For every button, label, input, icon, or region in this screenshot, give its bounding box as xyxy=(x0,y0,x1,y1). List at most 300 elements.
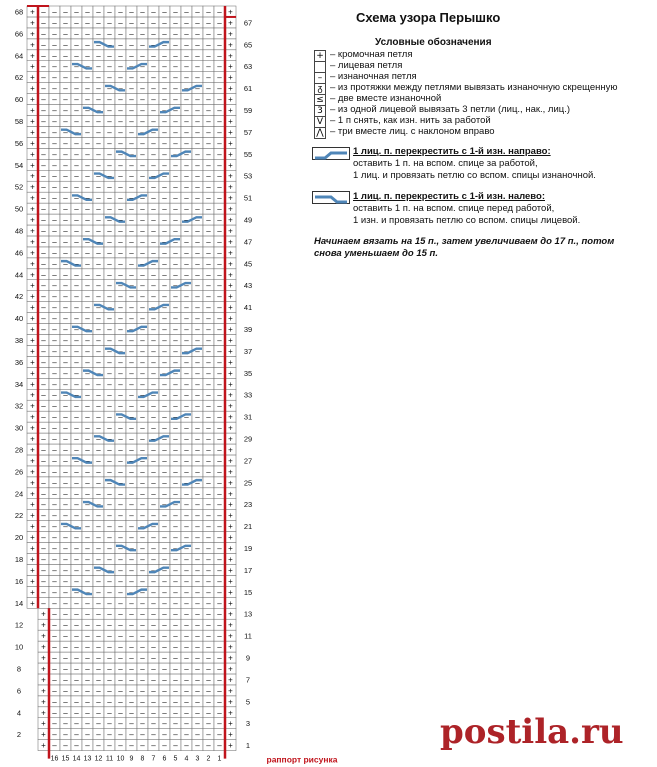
cell-symbol: – xyxy=(74,565,79,575)
cell-symbol: – xyxy=(85,489,90,499)
cell-symbol: – xyxy=(151,390,156,400)
cell-symbol: – xyxy=(140,587,145,597)
cell-symbol: – xyxy=(206,456,211,466)
cell-symbol: – xyxy=(129,609,134,619)
cell-symbol: – xyxy=(96,708,101,718)
cell-symbol: – xyxy=(52,511,57,521)
cell-symbol: – xyxy=(96,270,101,280)
cell-symbol: – xyxy=(74,467,79,477)
row-label-right: 3 xyxy=(245,719,251,729)
row-label-right: 27 xyxy=(243,456,253,466)
col-label: 11 xyxy=(105,755,114,763)
cell-symbol: – xyxy=(63,434,68,444)
cell-symbol: – xyxy=(151,18,156,28)
cell-symbol: – xyxy=(41,160,46,170)
cell-symbol: – xyxy=(85,576,90,586)
cell-symbol: – xyxy=(173,160,178,170)
cell-symbol: – xyxy=(217,259,222,269)
cell-symbol: – xyxy=(217,18,222,28)
cell-symbol: – xyxy=(206,325,211,334)
cell-symbol: – xyxy=(195,576,200,586)
cell-symbol: – xyxy=(162,500,167,510)
cell-symbol: – xyxy=(118,423,123,433)
cell-symbol: – xyxy=(118,215,123,225)
cell-symbol: + xyxy=(228,434,233,444)
cell-symbol: – xyxy=(41,368,46,378)
cell-symbol: – xyxy=(151,686,156,696)
cell-symbol: – xyxy=(184,708,189,718)
cell-symbol: – xyxy=(107,467,112,477)
cell-symbol: – xyxy=(107,62,112,72)
cell-symbol: – xyxy=(96,106,101,115)
cell-symbol: – xyxy=(52,149,57,159)
cell-symbol: – xyxy=(151,533,156,543)
cell-symbol: – xyxy=(195,62,200,72)
cell-symbol: – xyxy=(41,544,46,553)
cell-symbol: – xyxy=(151,697,156,707)
cell-symbol: – xyxy=(140,292,145,302)
cell-symbol: – xyxy=(63,554,68,564)
cell-symbol: – xyxy=(206,106,211,115)
cell-symbol: – xyxy=(140,467,145,477)
cell-symbol: – xyxy=(217,292,222,302)
cell-symbol: – xyxy=(85,598,90,608)
cell-symbol: + xyxy=(30,84,35,94)
cell-symbol: + xyxy=(228,346,233,356)
cell-symbol: – xyxy=(129,40,134,50)
cell-symbol: – xyxy=(41,116,46,126)
cell-symbol: – xyxy=(74,281,79,291)
legend-item-text: – три вместе лиц. с наклоном вправо xyxy=(330,126,495,137)
cell-symbol: – xyxy=(129,434,134,444)
cell-symbol: – xyxy=(162,281,167,291)
cell-symbol: – xyxy=(184,325,189,334)
cell-symbol: – xyxy=(52,576,57,586)
cell-symbol: + xyxy=(30,193,35,203)
cell-symbol: – xyxy=(195,325,200,334)
cell-symbol: – xyxy=(85,248,90,258)
cell-symbol: – xyxy=(63,325,68,334)
cell-symbol: – xyxy=(184,171,189,181)
cell-symbol: – xyxy=(41,138,46,148)
cell-symbol: + xyxy=(30,281,35,291)
cell-symbol: – xyxy=(74,456,79,466)
cell-symbol: – xyxy=(96,127,101,137)
cell-symbol: – xyxy=(129,489,134,499)
cell-symbol: – xyxy=(184,116,189,126)
cell-symbol: – xyxy=(184,544,189,553)
cell-symbol: – xyxy=(206,478,211,488)
cell-symbol: – xyxy=(63,467,68,477)
cell-symbol: – xyxy=(41,412,46,422)
cell-symbol: – xyxy=(63,642,68,652)
cell-symbol: + xyxy=(228,478,233,488)
cell-symbol: – xyxy=(96,533,101,543)
cell-symbol: – xyxy=(52,620,57,630)
cell-symbol: – xyxy=(118,522,123,532)
cell-symbol: – xyxy=(195,390,200,400)
row-label-left: 56 xyxy=(14,138,24,148)
cell-symbol: + xyxy=(30,565,35,575)
note-line2: снова уменьшаем до 15 п. xyxy=(314,248,438,259)
cell-symbol: – xyxy=(129,281,134,291)
cell-symbol: – xyxy=(184,160,189,170)
cell-symbol: + xyxy=(30,51,35,61)
cell-symbol: – xyxy=(41,456,46,466)
cell-symbol: – xyxy=(151,127,156,137)
cell-symbol: – xyxy=(52,215,57,225)
cell-symbol: – xyxy=(129,292,134,302)
cell-symbol: – xyxy=(217,51,222,61)
cell-symbol: – xyxy=(162,522,167,532)
cell-symbol: – xyxy=(118,127,123,137)
cell-symbol: – xyxy=(140,138,145,148)
cell-symbol: – xyxy=(140,719,145,729)
cell-symbol: – xyxy=(85,160,90,170)
cell-symbol: – xyxy=(151,116,156,126)
cell-symbol: – xyxy=(52,434,57,444)
cell-symbol: – xyxy=(63,511,68,521)
cell-symbol: – xyxy=(41,554,46,564)
cell-symbol: – xyxy=(74,511,79,521)
cell-symbol: – xyxy=(74,335,79,345)
cell-symbol: – xyxy=(217,620,222,630)
cell-symbol: – xyxy=(96,171,101,181)
cell-symbol: – xyxy=(118,51,123,61)
cell-symbol: – xyxy=(85,697,90,707)
cell-symbol: – xyxy=(107,653,112,663)
cell-symbol: – xyxy=(74,401,79,411)
cell-symbol: – xyxy=(173,653,178,663)
cell-symbol: – xyxy=(85,237,90,247)
cell-symbol: – xyxy=(151,226,156,236)
cell-symbol: – xyxy=(107,631,112,641)
cell-symbol: + xyxy=(30,456,35,466)
cell-symbol: – xyxy=(85,390,90,400)
cell-symbol: – xyxy=(151,182,156,192)
cell-symbol: + xyxy=(228,522,233,532)
cell-symbol: + xyxy=(228,325,233,334)
cell-symbol: + xyxy=(228,609,233,619)
cell-symbol: – xyxy=(217,697,222,707)
cell-symbol: – xyxy=(162,445,167,455)
cell-symbol: – xyxy=(173,445,178,455)
cell-symbol: – xyxy=(41,171,46,181)
cell-symbol: – xyxy=(129,664,134,674)
row-label-left: 10 xyxy=(14,642,24,652)
cell-symbol: – xyxy=(96,149,101,159)
cell-symbol: – xyxy=(151,292,156,302)
cell-symbol: – xyxy=(118,445,123,455)
cell-symbol: – xyxy=(74,741,79,751)
cell-symbol: – xyxy=(41,500,46,510)
cell-symbol: – xyxy=(74,697,79,707)
cell-symbol: – xyxy=(184,95,189,105)
cell-symbol: – xyxy=(140,40,145,50)
cell-symbol: – xyxy=(217,357,222,367)
cell-symbol: + xyxy=(30,467,35,477)
cell-symbol: – xyxy=(96,631,101,641)
cell-symbol: – xyxy=(96,248,101,258)
row-label-right: 5 xyxy=(245,697,251,707)
cell-symbol: – xyxy=(162,62,167,72)
cell-symbol: – xyxy=(107,127,112,137)
cell-symbol: – xyxy=(85,511,90,521)
cell-symbol: – xyxy=(74,368,79,378)
cell-symbol: – xyxy=(151,598,156,608)
cell-symbol: – xyxy=(184,675,189,685)
cell-symbol: + xyxy=(228,401,233,411)
cell-symbol: – xyxy=(63,84,68,94)
cell-symbol: – xyxy=(184,489,189,499)
cell-symbol: – xyxy=(107,554,112,564)
cell-symbol: – xyxy=(140,500,145,510)
cell-symbol: + xyxy=(30,390,35,400)
cell-symbol: – xyxy=(63,423,68,433)
cell-symbol: – xyxy=(162,149,167,159)
cell-symbol: – xyxy=(140,237,145,247)
cell-symbol: – xyxy=(85,412,90,422)
cell-symbol: – xyxy=(85,686,90,696)
cell-symbol: + xyxy=(41,686,46,696)
row-label-left: 22 xyxy=(14,511,24,521)
cell-symbol: – xyxy=(74,149,79,159)
cell-symbol: – xyxy=(74,390,79,400)
cell-symbol: – xyxy=(217,182,222,192)
cell-symbol: – xyxy=(85,314,90,324)
cell-symbol: – xyxy=(206,51,211,61)
cell-symbol: – xyxy=(140,445,145,455)
row-label-right: 57 xyxy=(243,127,253,137)
cell-symbol: – xyxy=(206,467,211,477)
cell-symbol: – xyxy=(206,292,211,302)
cell-symbol: – xyxy=(151,259,156,269)
cell-symbol: – xyxy=(63,533,68,543)
cell-symbol: – xyxy=(184,500,189,510)
cell-symbol: – xyxy=(118,138,123,148)
row-label-left: 6 xyxy=(16,686,22,696)
cell-symbol: – xyxy=(107,29,112,39)
cell-symbol: + xyxy=(228,719,233,729)
cell-symbol: – xyxy=(217,237,222,247)
cell-symbol: – xyxy=(184,314,189,324)
cell-symbol: – xyxy=(74,204,79,214)
cell-symbol: – xyxy=(52,182,57,192)
cell-symbol: – xyxy=(74,171,79,181)
cell-symbol: – xyxy=(129,18,134,28)
cell-symbol: – xyxy=(129,215,134,225)
cell-symbol: – xyxy=(206,697,211,707)
row-label-right: 11 xyxy=(244,631,252,641)
cell-symbol: – xyxy=(184,84,189,94)
cell-symbol: – xyxy=(195,226,200,236)
cell-symbol: – xyxy=(63,456,68,466)
cell-symbol: – xyxy=(52,544,57,553)
cell-symbol: – xyxy=(217,511,222,521)
cell-symbol: – xyxy=(41,478,46,488)
cell-symbol: – xyxy=(206,412,211,422)
cell-symbol: – xyxy=(118,84,123,94)
cell-symbol: – xyxy=(206,62,211,72)
cell-symbol: – xyxy=(140,171,145,181)
cell-symbol: – xyxy=(63,73,68,83)
cell-symbol: – xyxy=(74,620,79,630)
cell-symbol: + xyxy=(228,182,233,192)
cell-symbol: – xyxy=(140,281,145,291)
cell-symbol: – xyxy=(206,544,211,553)
cell-symbol: – xyxy=(129,7,134,17)
cell-symbol: – xyxy=(118,686,123,696)
cell-symbol: + xyxy=(30,598,35,608)
cell-symbol: – xyxy=(107,193,112,203)
cell-symbol: – xyxy=(151,335,156,345)
cell-symbol: – xyxy=(195,138,200,148)
row-label-right: 59 xyxy=(243,106,253,115)
cell-symbol: – xyxy=(140,708,145,718)
cell-symbol: – xyxy=(151,456,156,466)
cell-symbol: + xyxy=(30,533,35,543)
cell-symbol: – xyxy=(195,467,200,477)
row-label-right: 55 xyxy=(243,149,253,159)
cell-symbol: – xyxy=(151,554,156,564)
cell-symbol: – xyxy=(52,489,57,499)
legend-title: Условные обозначения xyxy=(375,37,492,48)
cell-symbol: – xyxy=(173,708,178,718)
cell-symbol: – xyxy=(74,346,79,356)
cell-symbol: – xyxy=(96,40,101,50)
cell-symbol: – xyxy=(52,325,57,334)
cell-symbol: – xyxy=(129,576,134,586)
cell-symbol: – xyxy=(184,182,189,192)
col-label: 14 xyxy=(72,755,81,763)
cell-symbol: – xyxy=(85,292,90,302)
cell-symbol: – xyxy=(41,303,46,313)
cell-symbol: – xyxy=(173,335,178,345)
cell-symbol: – xyxy=(151,368,156,378)
cell-symbol: – xyxy=(129,368,134,378)
cell-symbol: – xyxy=(41,29,46,39)
cell-symbol: – xyxy=(96,730,101,740)
cell-symbol: + xyxy=(228,270,233,280)
cell-symbol: – xyxy=(74,653,79,663)
cell-symbol: + xyxy=(228,500,233,510)
cell-symbol: – xyxy=(129,248,134,258)
row-label-right: 23 xyxy=(243,500,253,510)
cell-symbol: + xyxy=(228,423,233,433)
col-label: 3 xyxy=(195,755,200,763)
cell-symbol: + xyxy=(30,522,35,532)
cell-symbol: – xyxy=(85,631,90,641)
cell-symbol: – xyxy=(85,357,90,367)
cell-symbol: – xyxy=(129,631,134,641)
cell-symbol: – xyxy=(85,653,90,663)
cell-symbol: – xyxy=(85,95,90,105)
cell-symbol: – xyxy=(162,73,167,83)
cell-symbol: – xyxy=(217,160,222,170)
cell-symbol: – xyxy=(206,423,211,433)
cell-symbol: – xyxy=(184,653,189,663)
cell-symbol: – xyxy=(217,226,222,236)
cell-symbol: – xyxy=(184,576,189,586)
cell-symbol: – xyxy=(217,708,222,718)
cell-symbol: – xyxy=(206,730,211,740)
cell-symbol: – xyxy=(151,171,156,181)
cell-symbol: – xyxy=(173,29,178,39)
cell-symbol: – xyxy=(217,127,222,137)
cell-symbol: – xyxy=(129,204,134,214)
cell-symbol: – xyxy=(195,434,200,444)
cell-symbol: – xyxy=(129,445,134,455)
cell-symbol: – xyxy=(140,335,145,345)
cell-symbol: – xyxy=(107,412,112,422)
cell-symbol: – xyxy=(184,456,189,466)
cell-symbol: – xyxy=(52,281,57,291)
cell-symbol: – xyxy=(96,719,101,729)
cell-symbol: – xyxy=(52,642,57,652)
cell-symbol: – xyxy=(184,281,189,291)
cell-symbol: – xyxy=(85,215,90,225)
row-label-left: 64 xyxy=(14,51,24,61)
cell-symbol: – xyxy=(162,335,167,345)
cell-symbol: – xyxy=(41,335,46,345)
cell-symbol: – xyxy=(129,303,134,313)
cell-symbol: – xyxy=(140,95,145,105)
cell-symbol: – xyxy=(129,29,134,39)
cell-symbol: + xyxy=(228,51,233,61)
cell-symbol: – xyxy=(206,620,211,630)
cell-symbol: – xyxy=(41,325,46,334)
cell-symbol: + xyxy=(30,346,35,356)
cell-symbol: – xyxy=(206,554,211,564)
cell-symbol: – xyxy=(107,686,112,696)
cell-symbol: – xyxy=(206,686,211,696)
cell-symbol: – xyxy=(173,226,178,236)
cell-symbol: + xyxy=(228,84,233,94)
cell-symbol: – xyxy=(140,248,145,258)
cell-symbol: – xyxy=(217,500,222,510)
cell-symbol: – xyxy=(118,467,123,477)
cell-symbol: – xyxy=(85,259,90,269)
cell-symbol: + xyxy=(41,653,46,663)
cell-symbol: – xyxy=(74,554,79,564)
cell-symbol: – xyxy=(173,620,178,630)
cell-symbol: – xyxy=(118,116,123,126)
cell-symbol: – xyxy=(162,29,167,39)
cell-symbol: – xyxy=(63,357,68,367)
col-label: 12 xyxy=(94,755,103,763)
cell-symbol: – xyxy=(74,73,79,83)
row-label-right: 65 xyxy=(243,40,253,50)
cell-symbol: – xyxy=(217,29,222,39)
cell-symbol: – xyxy=(107,95,112,105)
cell-symbol: – xyxy=(151,642,156,652)
cell-symbol: – xyxy=(206,642,211,652)
cell-symbol: – xyxy=(41,40,46,50)
cell-symbol: – xyxy=(195,587,200,597)
cell-symbol: + xyxy=(30,500,35,510)
cell-symbol: – xyxy=(118,40,123,50)
cell-symbol: – xyxy=(151,401,156,411)
cell-symbol: + xyxy=(228,335,233,345)
cell-symbol: – xyxy=(63,379,68,389)
cell-symbol: – xyxy=(173,171,178,181)
row-label-left: 52 xyxy=(14,182,24,192)
cell-symbol: – xyxy=(118,390,123,400)
cell-symbol: – xyxy=(151,204,156,214)
cell-symbol: – xyxy=(96,544,101,553)
cell-symbol: – xyxy=(184,138,189,148)
cell-symbol: – xyxy=(217,554,222,564)
